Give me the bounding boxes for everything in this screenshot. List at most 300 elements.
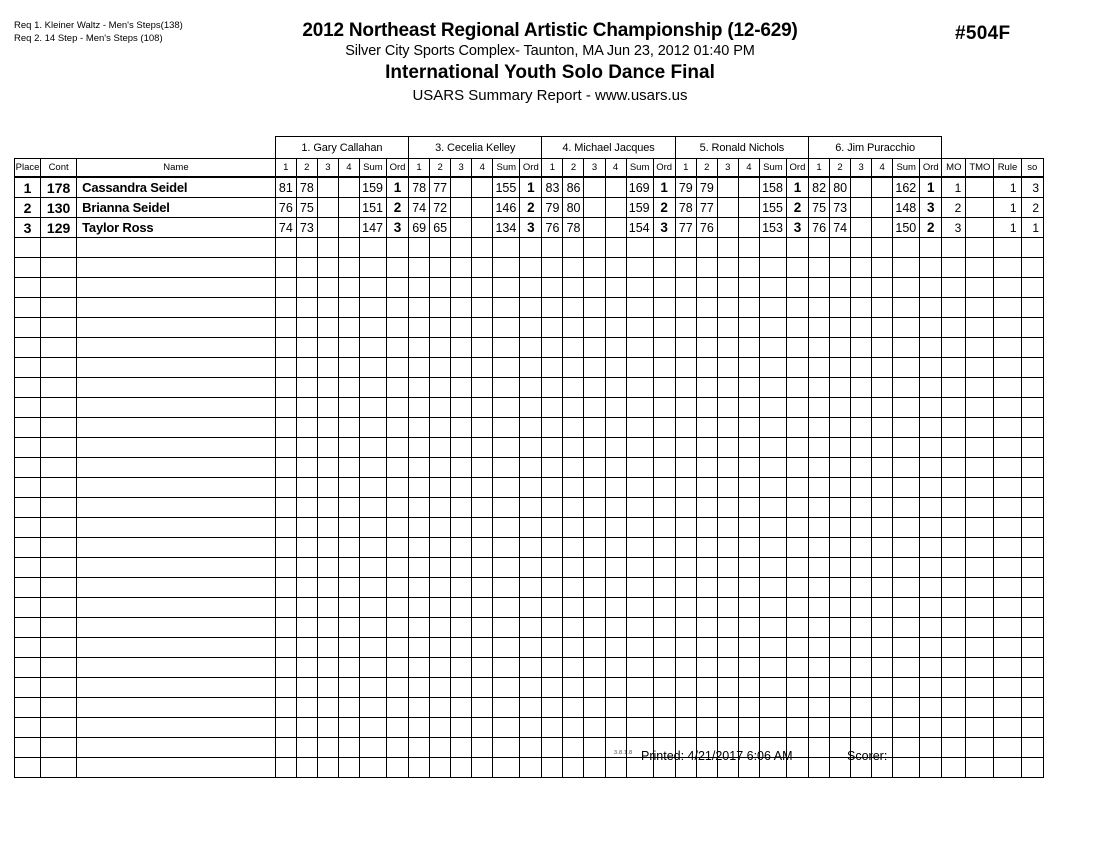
cell-j3-s4 xyxy=(605,638,626,658)
cell-mo xyxy=(942,518,966,538)
cell-rule xyxy=(994,558,1021,578)
cell-name xyxy=(77,718,276,738)
cell-j3-s4 xyxy=(605,398,626,418)
cell-j5-sum xyxy=(893,498,920,518)
cell-j5-s3 xyxy=(851,718,872,738)
cell-j2-s4 xyxy=(472,458,493,478)
judge-name-3: 4. Michael Jacques xyxy=(542,137,675,159)
cell-j3-s4 xyxy=(605,458,626,478)
cell-j4-s3 xyxy=(717,198,738,218)
cell-tmo xyxy=(966,238,994,258)
cell-j3-s4 xyxy=(605,418,626,438)
cell-j2-s2 xyxy=(430,358,451,378)
cell-j1-s1 xyxy=(275,238,296,258)
cell-j2-s1: 69 xyxy=(409,218,430,238)
cell-j3-s2 xyxy=(563,538,584,558)
cell-j1-s2 xyxy=(296,598,317,618)
cell-j5-s3 xyxy=(851,478,872,498)
cell-j5-sum xyxy=(893,458,920,478)
table-row-empty[interactable] xyxy=(15,278,1044,298)
table-row-empty[interactable] xyxy=(15,598,1044,618)
cell-j4-s2 xyxy=(696,418,717,438)
table-row[interactable] xyxy=(15,218,1044,238)
cell-j4-ord xyxy=(786,358,808,378)
cell-j2-sum xyxy=(493,518,520,538)
cell-j1-s3 xyxy=(317,438,338,458)
cell-j3-s4 xyxy=(605,338,626,358)
cell-j1-s3 xyxy=(317,418,338,438)
cell-tmo xyxy=(966,258,994,278)
cell-j3-ord: 1 xyxy=(653,177,675,198)
cell-so xyxy=(1021,318,1044,338)
cell-j2-s3 xyxy=(451,558,472,578)
cell-so xyxy=(1021,718,1044,738)
cell-j4-s2 xyxy=(696,438,717,458)
cell-j1-sum xyxy=(359,418,386,438)
cell-j5-s2 xyxy=(830,478,851,498)
cell-j5-s2 xyxy=(830,238,851,258)
cell-j1-s1 xyxy=(275,758,296,778)
cell-j2-ord xyxy=(520,558,542,578)
cell-j4-s1: 79 xyxy=(675,177,696,198)
cell-j4-sum xyxy=(759,698,786,718)
cell-j3-s2 xyxy=(563,618,584,638)
table-row-empty[interactable] xyxy=(15,758,1044,778)
cell-tmo xyxy=(966,358,994,378)
table-row-empty[interactable] xyxy=(15,538,1044,558)
cell-tmo xyxy=(966,578,994,598)
cell-j3-s3 xyxy=(584,478,605,498)
cell-j1-s3 xyxy=(317,758,338,778)
cell-j1-ord: 3 xyxy=(386,218,408,238)
cell-j2-s3 xyxy=(451,418,472,438)
cell-j2-s2 xyxy=(430,458,451,478)
cell-j3-s1 xyxy=(542,398,563,418)
cell-j2-sum xyxy=(493,758,520,778)
cell-mo xyxy=(942,478,966,498)
cell-j3-sum xyxy=(626,498,653,518)
cell-j2-s1 xyxy=(409,258,430,278)
cell-j4-s2 xyxy=(696,518,717,538)
cell-cont xyxy=(41,598,77,618)
cell-j2-s2 xyxy=(430,498,451,518)
table-row-empty[interactable] xyxy=(15,438,1044,458)
cell-j1-ord xyxy=(386,658,408,678)
cell-so: 3 xyxy=(1021,177,1044,198)
cell-mo xyxy=(942,418,966,438)
cell-j4-ord xyxy=(786,298,808,318)
cell-rule xyxy=(994,278,1021,298)
cell-j3-s4 xyxy=(605,658,626,678)
cell-j4-sum: 153 xyxy=(759,218,786,238)
cell-mo xyxy=(942,658,966,678)
cell-j4-s1 xyxy=(675,298,696,318)
cell-j2-s3 xyxy=(451,298,472,318)
cell-rule xyxy=(994,638,1021,658)
cell-j3-s3 xyxy=(584,418,605,438)
cell-j1-ord xyxy=(386,338,408,358)
cell-j2-s4 xyxy=(472,278,493,298)
cell-j4-s3 xyxy=(717,438,738,458)
cell-j5-s2 xyxy=(830,318,851,338)
cell-j2-s1 xyxy=(409,358,430,378)
cell-j2-s2 xyxy=(430,618,451,638)
cell-j2-s4 xyxy=(472,177,493,198)
cell-j2-ord xyxy=(520,418,542,438)
cell-name xyxy=(77,618,276,638)
cell-j2-ord xyxy=(520,638,542,658)
cell-j1-sum xyxy=(359,378,386,398)
cell-j1-sum xyxy=(359,598,386,618)
cell-j5-s3 xyxy=(851,378,872,398)
cell-j5-ord xyxy=(920,558,942,578)
table-row-empty[interactable] xyxy=(15,578,1044,598)
cell-tmo xyxy=(966,438,994,458)
cell-j2-ord xyxy=(520,518,542,538)
cell-j3-s3 xyxy=(584,758,605,778)
table-row-empty[interactable] xyxy=(15,678,1044,698)
cell-j3-s3 xyxy=(584,698,605,718)
cell-j2-s1 xyxy=(409,758,430,778)
cell-j3-ord xyxy=(653,318,675,338)
cell-place xyxy=(15,598,41,618)
cell-j3-s4 xyxy=(605,618,626,638)
cell-j2-sum xyxy=(493,338,520,358)
cell-j5-s4 xyxy=(872,678,893,698)
cell-j4-sum xyxy=(759,638,786,658)
cell-j3-s3 xyxy=(584,278,605,298)
cell-j5-s1 xyxy=(809,658,830,678)
cell-j5-s1: 75 xyxy=(809,198,830,218)
cell-j3-sum: 154 xyxy=(626,218,653,238)
cell-j2-sum xyxy=(493,278,520,298)
cell-j1-s3 xyxy=(317,718,338,738)
cell-j1-s4 xyxy=(338,598,359,618)
cell-j4-ord xyxy=(786,478,808,498)
cell-j5-s3 xyxy=(851,318,872,338)
cell-j5-s1 xyxy=(809,598,830,618)
cell-j3-s3 xyxy=(584,198,605,218)
cell-j4-s4 xyxy=(738,398,759,418)
requirement-line-2: Req 2. 14 Step - Men's Steps (108) xyxy=(14,33,163,44)
cell-mo xyxy=(942,638,966,658)
cell-j3-ord xyxy=(653,698,675,718)
cell-j2-s3 xyxy=(451,378,472,398)
cell-j2-s1 xyxy=(409,518,430,538)
header-judge1-4: 4 xyxy=(338,159,359,178)
cell-j5-s4 xyxy=(872,398,893,418)
header-judge4-2: 2 xyxy=(696,159,717,178)
cell-j2-s2 xyxy=(430,598,451,618)
cell-j3-s2 xyxy=(563,698,584,718)
cell-name xyxy=(77,578,276,598)
cell-j3-s4 xyxy=(605,218,626,238)
cell-j5-s4 xyxy=(872,278,893,298)
cell-j4-ord xyxy=(786,678,808,698)
table-row-empty[interactable] xyxy=(15,518,1044,538)
cell-j1-s4 xyxy=(338,458,359,478)
cell-j1-s4 xyxy=(338,678,359,698)
cell-j3-s3 xyxy=(584,258,605,278)
cell-j5-s4 xyxy=(872,658,893,678)
cell-j5-s1 xyxy=(809,558,830,578)
cell-j3-s1 xyxy=(542,258,563,278)
cell-j1-sum xyxy=(359,618,386,638)
header-judge2-1: 1 xyxy=(409,159,430,178)
cell-j1-s4 xyxy=(338,318,359,338)
cell-j4-s4 xyxy=(738,598,759,618)
cell-mo xyxy=(942,578,966,598)
cell-j5-s1 xyxy=(809,718,830,738)
cell-j4-s2 xyxy=(696,598,717,618)
cell-j3-sum xyxy=(626,478,653,498)
cell-j3-s1 xyxy=(542,378,563,398)
cell-mo xyxy=(942,298,966,318)
cell-j4-s1 xyxy=(675,318,696,338)
requirement-line-1: Req 1. Kleiner Waltz - Men's Steps(138) xyxy=(14,20,183,31)
cell-name: Brianna Seidel xyxy=(77,198,276,218)
cell-j3-s1 xyxy=(542,458,563,478)
cell-j5-s1 xyxy=(809,398,830,418)
cell-j4-s4 xyxy=(738,698,759,718)
cell-j2-s4 xyxy=(472,638,493,658)
cell-name xyxy=(77,258,276,278)
cell-place xyxy=(15,518,41,538)
cell-cont xyxy=(41,718,77,738)
cell-j2-s3 xyxy=(451,578,472,598)
cell-j1-ord xyxy=(386,258,408,278)
cell-j3-s2 xyxy=(563,338,584,358)
cell-j2-sum xyxy=(493,438,520,458)
table-row-empty[interactable] xyxy=(15,738,1044,758)
cell-cont: 178 xyxy=(41,177,77,198)
cell-j4-s2 xyxy=(696,478,717,498)
header-judge5-ord: Ord xyxy=(920,159,942,178)
cell-place xyxy=(15,418,41,438)
cell-j4-s3 xyxy=(717,298,738,318)
cell-j4-s3 xyxy=(717,358,738,378)
table-row-empty[interactable] xyxy=(15,458,1044,478)
cell-j4-s1 xyxy=(675,418,696,438)
cell-j4-s1 xyxy=(675,438,696,458)
cell-j4-s4 xyxy=(738,358,759,378)
cell-j3-s2 xyxy=(563,238,584,258)
cell-j3-s2 xyxy=(563,638,584,658)
cell-j2-s1 xyxy=(409,538,430,558)
cell-j2-s4 xyxy=(472,318,493,338)
cell-cont: 129 xyxy=(41,218,77,238)
cell-j4-sum: 158 xyxy=(759,177,786,198)
cell-j5-s2 xyxy=(830,358,851,378)
cell-j2-s3 xyxy=(451,458,472,478)
cell-j5-s4 xyxy=(872,458,893,478)
cell-j3-s1 xyxy=(542,498,563,518)
cell-j1-sum xyxy=(359,638,386,658)
cell-j1-s4 xyxy=(338,538,359,558)
cell-j3-s4 xyxy=(605,518,626,538)
cell-j2-sum xyxy=(493,558,520,578)
cell-j5-s2 xyxy=(830,258,851,278)
cell-j3-sum xyxy=(626,598,653,618)
cell-j1-s4 xyxy=(338,658,359,678)
cell-j5-s4 xyxy=(872,258,893,278)
cell-j5-s1 xyxy=(809,638,830,658)
cell-j5-sum xyxy=(893,398,920,418)
cell-rule xyxy=(994,678,1021,698)
cell-j5-s2 xyxy=(830,538,851,558)
table-row-empty[interactable] xyxy=(15,698,1044,718)
cell-j1-ord xyxy=(386,238,408,258)
cell-j1-ord xyxy=(386,618,408,638)
table-row-empty[interactable] xyxy=(15,358,1044,378)
cell-j3-s4 xyxy=(605,438,626,458)
cell-j5-s4 xyxy=(872,438,893,458)
cell-j2-s2 xyxy=(430,478,451,498)
cell-j5-ord xyxy=(920,698,942,718)
cell-rule xyxy=(994,498,1021,518)
cell-j5-ord xyxy=(920,658,942,678)
cell-j2-s2 xyxy=(430,718,451,738)
cell-j5-s3 xyxy=(851,598,872,618)
header-name: Name xyxy=(77,159,276,178)
table-row-empty[interactable] xyxy=(15,378,1044,398)
cell-mo xyxy=(942,358,966,378)
cell-j1-s1 xyxy=(275,498,296,518)
cell-j5-s3 xyxy=(851,398,872,418)
cell-j5-ord xyxy=(920,578,942,598)
cell-j2-ord xyxy=(520,758,542,778)
cell-j3-ord xyxy=(653,238,675,258)
cell-tmo xyxy=(966,478,994,498)
table-row-empty[interactable] xyxy=(15,638,1044,658)
cell-j1-s2 xyxy=(296,358,317,378)
table-row-empty[interactable] xyxy=(15,498,1044,518)
cell-j4-s4 xyxy=(738,478,759,498)
cell-j4-s2 xyxy=(696,238,717,258)
cell-j3-s3 xyxy=(584,177,605,198)
table-row-empty[interactable] xyxy=(15,718,1044,738)
cell-j2-s4 xyxy=(472,198,493,218)
cell-j1-s3 xyxy=(317,698,338,718)
cell-place: 2 xyxy=(15,198,41,218)
table-row-empty[interactable] xyxy=(15,318,1044,338)
cell-so xyxy=(1021,698,1044,718)
cell-j5-s2 xyxy=(830,658,851,678)
cell-j1-s4 xyxy=(338,278,359,298)
cell-j2-s2 xyxy=(430,378,451,398)
cell-j4-s3 xyxy=(717,238,738,258)
cell-j3-s1 xyxy=(542,578,563,598)
cell-mo xyxy=(942,338,966,358)
cell-j2-s2 xyxy=(430,678,451,698)
cell-j5-ord xyxy=(920,638,942,658)
table-row-empty[interactable] xyxy=(15,478,1044,498)
cell-j1-s2 xyxy=(296,518,317,538)
cell-so xyxy=(1021,538,1044,558)
cell-j4-s3 xyxy=(717,318,738,338)
table-row-empty[interactable] xyxy=(15,298,1044,318)
cell-j3-s3 xyxy=(584,678,605,698)
cell-j2-sum xyxy=(493,458,520,478)
table-row-empty[interactable] xyxy=(15,398,1044,418)
cell-j3-s4 xyxy=(605,238,626,258)
software-version: 3.8.1.8 xyxy=(614,750,633,756)
cell-j4-s2 xyxy=(696,358,717,378)
cell-j2-ord: 1 xyxy=(520,177,542,198)
cell-j3-sum xyxy=(626,578,653,598)
results-table xyxy=(14,136,1044,778)
cell-j5-s1 xyxy=(809,258,830,278)
table-row-empty[interactable] xyxy=(15,238,1044,258)
cell-j3-s3 xyxy=(584,558,605,578)
table-row[interactable] xyxy=(15,177,1044,198)
cell-so xyxy=(1021,498,1044,518)
table-row-empty[interactable] xyxy=(15,338,1044,358)
cell-j2-sum xyxy=(493,318,520,338)
cell-place xyxy=(15,618,41,638)
cell-j3-s1 xyxy=(542,598,563,618)
cell-j5-ord xyxy=(920,278,942,298)
cell-j5-sum xyxy=(893,478,920,498)
cell-j2-s1 xyxy=(409,658,430,678)
cell-cont xyxy=(41,558,77,578)
cell-j3-sum xyxy=(626,358,653,378)
cell-j5-sum xyxy=(893,558,920,578)
cell-j2-s4 xyxy=(472,218,493,238)
cell-j2-sum xyxy=(493,498,520,518)
cell-j2-s2 xyxy=(430,318,451,338)
cell-j4-ord xyxy=(786,498,808,518)
table-row[interactable] xyxy=(15,198,1044,218)
cell-j3-s4 xyxy=(605,198,626,218)
cell-mo xyxy=(942,618,966,638)
cell-j4-s2 xyxy=(696,618,717,638)
cell-j3-ord xyxy=(653,658,675,678)
table-row-empty[interactable] xyxy=(15,258,1044,278)
cell-j3-s4 xyxy=(605,598,626,618)
cell-j2-ord xyxy=(520,358,542,378)
cell-name xyxy=(77,598,276,618)
cell-j1-s1 xyxy=(275,298,296,318)
cell-j3-ord xyxy=(653,358,675,378)
header-judge4-3: 3 xyxy=(717,159,738,178)
cell-j1-s2: 75 xyxy=(296,198,317,218)
cell-j2-ord xyxy=(520,618,542,638)
cell-j1-sum: 147 xyxy=(359,218,386,238)
table-row-empty[interactable] xyxy=(15,418,1044,438)
cell-j2-s3 xyxy=(451,538,472,558)
cell-j3-s1 xyxy=(542,658,563,678)
cell-so xyxy=(1021,358,1044,378)
cell-j2-sum xyxy=(493,618,520,638)
cell-j1-s1 xyxy=(275,738,296,758)
cell-j3-s2 xyxy=(563,578,584,598)
cell-j3-ord xyxy=(653,638,675,658)
cell-cont xyxy=(41,698,77,718)
cell-j4-ord xyxy=(786,458,808,478)
table-row-empty[interactable] xyxy=(15,618,1044,638)
cell-j3-s4 xyxy=(605,258,626,278)
cell-j4-s4 xyxy=(738,258,759,278)
table-row-empty[interactable] xyxy=(15,658,1044,678)
cell-j2-s3 xyxy=(451,698,472,718)
cell-cont xyxy=(41,398,77,418)
cell-j3-s3 xyxy=(584,438,605,458)
cell-place xyxy=(15,538,41,558)
cell-j5-s2 xyxy=(830,598,851,618)
cell-cont xyxy=(41,538,77,558)
table-row-empty[interactable] xyxy=(15,558,1044,578)
